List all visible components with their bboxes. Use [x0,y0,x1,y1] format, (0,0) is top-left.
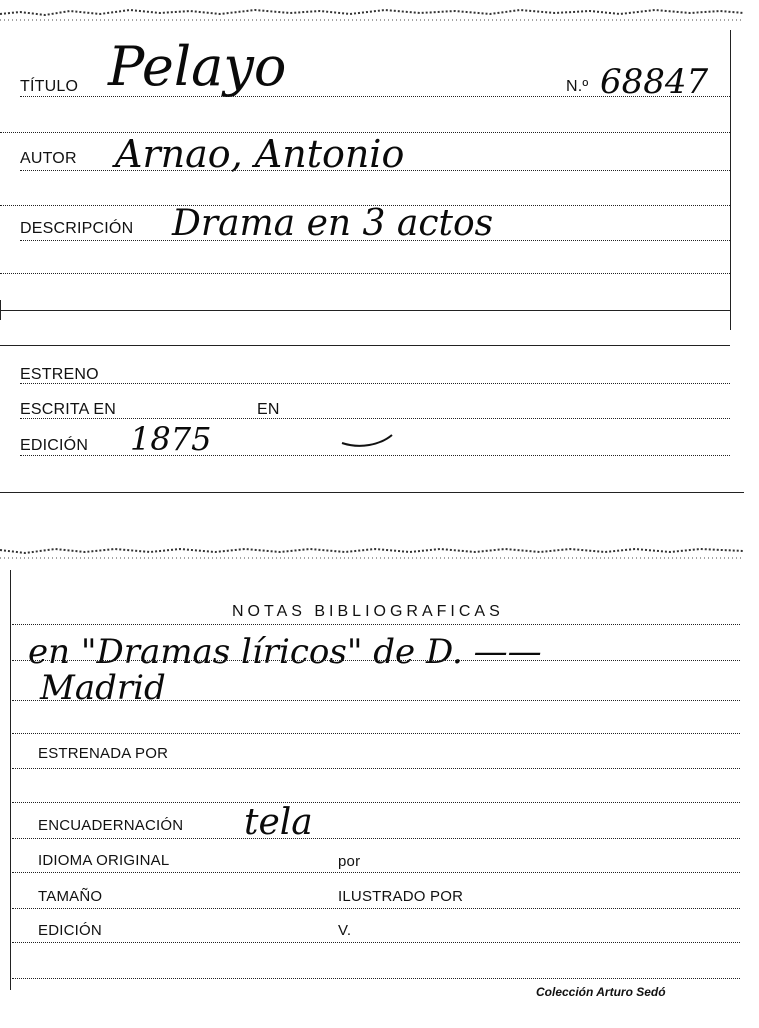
estreno-line [20,383,730,384]
escrita-en-label: ESCRITA EN [20,401,116,418]
ilustrado-label: ILUSTRADO POR [338,888,464,905]
ruled-line [12,768,740,769]
v-label: V. [338,922,352,939]
pen-stroke-mark [340,425,400,450]
ruled-line [12,733,740,734]
notas-heading: NOTAS BIBLIOGRAFICAS [232,603,504,620]
torn-top-edge [0,540,744,562]
ruled-line [12,908,740,909]
edicion-value: 1875 [130,420,212,458]
por-label: por [338,853,361,870]
autor-line [20,170,730,171]
ruled-line [0,345,730,346]
ruled-line [12,802,740,803]
ruled-line [12,838,740,839]
ruled-line [12,660,740,661]
notas-line-2: Madrid [40,668,166,708]
descripcion-line [20,240,730,241]
estreno-label: ESTRENO [20,366,99,383]
descripcion-value: Drama en 3 actos [172,203,494,244]
edicion-line [20,455,730,456]
ruled-line [12,624,740,625]
estrenada-por-label: ESTRENADA POR [38,745,169,762]
tamano-label: TAMAÑO [38,888,103,905]
autor-value: Arnao, Antonio [115,132,405,176]
left-border [10,570,11,990]
en-label: EN [257,401,280,418]
numero-value: 68847 [600,62,709,102]
titulo-label: TÍTULO [20,78,79,95]
edicion-label: EDICIÓN [20,437,89,454]
idioma-label: IDIOMA ORIGINAL [38,852,170,869]
catalog-card-front [0,0,744,495]
autor-label: AUTOR [20,150,77,167]
ruled-line [0,310,730,311]
edicion-back-label: EDICIÓN [38,922,102,939]
ruled-line [0,273,730,274]
numero-label: N.º [566,78,589,95]
ruled-line [12,700,740,701]
encuadernacion-label: ENCUADERNACIÓN [38,817,184,834]
descripcion-label: DESCRIPCIÓN [20,220,134,237]
notas-line-1: en "Dramas líricos" de D. —— [28,632,542,672]
ruled-line [12,978,740,979]
coleccion-stamp: Colección Arturo Sedó [536,985,666,999]
catalog-card-back [0,540,744,1010]
right-border [730,30,731,330]
ruled-line [12,942,740,943]
escrita-en-line [20,418,730,419]
titulo-line [20,96,730,97]
encuadernacion-value: tela [244,802,313,843]
ruled-line [12,872,740,873]
torn-top-edge [0,0,744,22]
titulo-value: Pelayo [108,35,287,98]
card-bottom-edge [0,492,744,493]
